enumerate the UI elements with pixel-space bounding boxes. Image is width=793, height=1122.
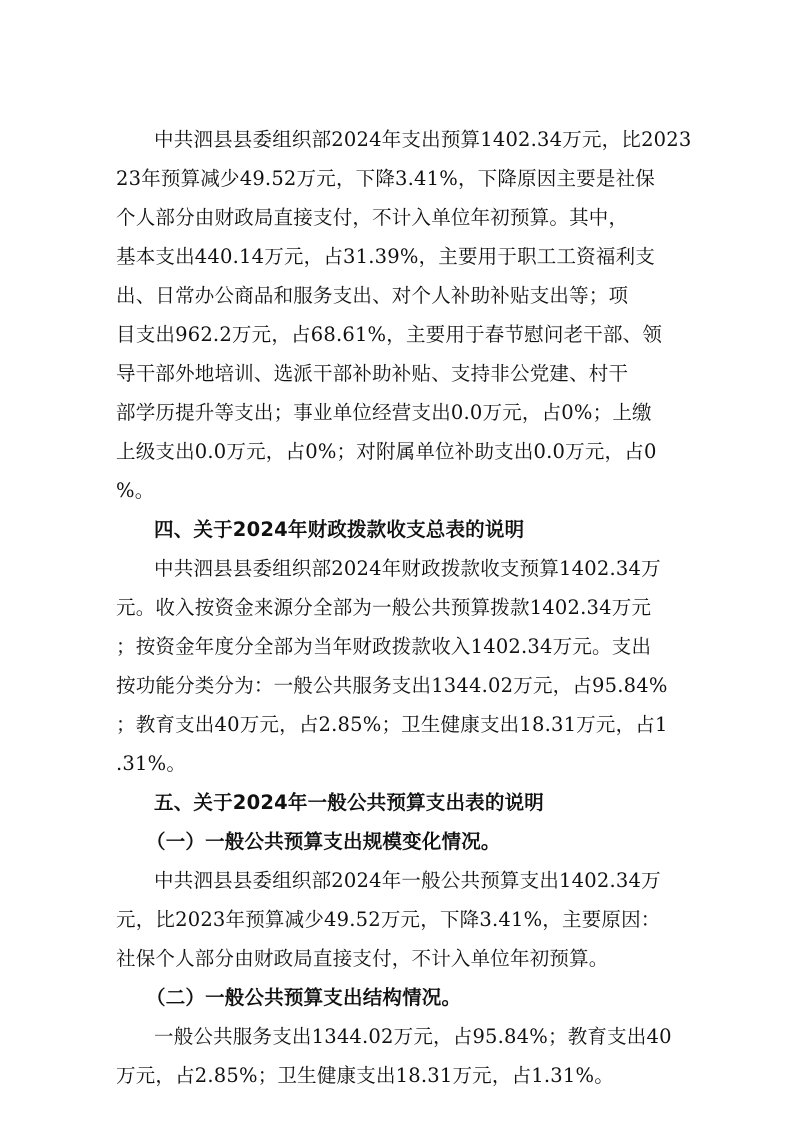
paragraph-1-line-1: 中共泗县县委组织部2024年支出预算1402.34万元，比2023 xyxy=(154,128,692,151)
section-4-line-6: .31%。 xyxy=(116,752,187,775)
section-5-sub-2-heading: （二）一般公共预算支出结构情况。 xyxy=(146,986,462,1009)
section-5-sub-2-line-1: 一般公共服务支出1344.02万元，占95.84%；教育支出40 xyxy=(154,1025,672,1048)
paragraph-1-line-6: 目支出962.2万元，占68.61%，主要用于春节慰问老干部、领 xyxy=(116,323,663,346)
section-5-sub-2-line-2: 万元，占2.85%；卫生健康支出18.31万元，占1.31%。 xyxy=(116,1064,614,1087)
section-4-line-3: ；按资金年度分全部为当年财政拨款收入1402.34万元。支出 xyxy=(116,635,652,658)
section-5-sub-1-heading: （一）一般公共预算支出规模变化情况。 xyxy=(146,830,501,853)
section-4-line-5: ；教育支出40万元，占2.85%；卫生健康支出18.31万元，占1 xyxy=(116,713,668,736)
section-4-line-1: 中共泗县县委组织部2024年财政拨款收支预算1402.34万 xyxy=(154,557,661,580)
paragraph-1-line-7: 导干部外地培训、选派干部补助补贴、支持非公党建、村干 xyxy=(116,362,629,385)
paragraph-1-line-8: 部学历提升等支出；事业单位经营支出0.0万元，占0%；上缴 xyxy=(116,401,652,424)
paragraph-1-line-4: 基本支出440.14万元，占31.39%，主要用于职工工资福利支 xyxy=(116,245,655,268)
paragraph-1-line-5: 出、日常办公商品和服务支出、对个人补助补贴支出等；项 xyxy=(116,284,629,307)
paragraph-1-line-10: %。 xyxy=(116,479,155,502)
section-5-sub-1-line-2: 元，比2023年预算减少49.52万元，下降3.41%，主要原因： xyxy=(116,908,661,931)
section-5-sub-1-line-1: 中共泗县县委组织部2024年一般公共预算支出1402.34万 xyxy=(154,869,661,892)
section-4-line-4: 按功能分类分为：一般公共服务支出1344.02万元，占95.84% xyxy=(116,674,668,697)
paragraph-1-line-9: 上级支出0.0万元，占0%；对附属单位补助支出0.0万元，占0 xyxy=(116,440,657,463)
paragraph-1-line-3: 个人部分由财政局直接支付，不计入单位年初预算。其中， xyxy=(116,206,629,229)
paragraph-1-line-2: 23年预算减少49.52万元，下降3.41%，下降原因主要是社保 xyxy=(116,167,655,190)
section-5-sub-1-line-3: 社保个人部分由财政局直接支付，不计入单位年初预算。 xyxy=(116,947,609,970)
section-4-line-2: 元。收入按资金来源分全部为一般公共预算拨款1402.34万元 xyxy=(116,596,652,619)
section-5-heading: 五、关于2024年一般公共预算支出表的说明 xyxy=(154,791,544,814)
section-4-heading: 四、关于2024年财政拨款收支总表的说明 xyxy=(154,518,525,541)
